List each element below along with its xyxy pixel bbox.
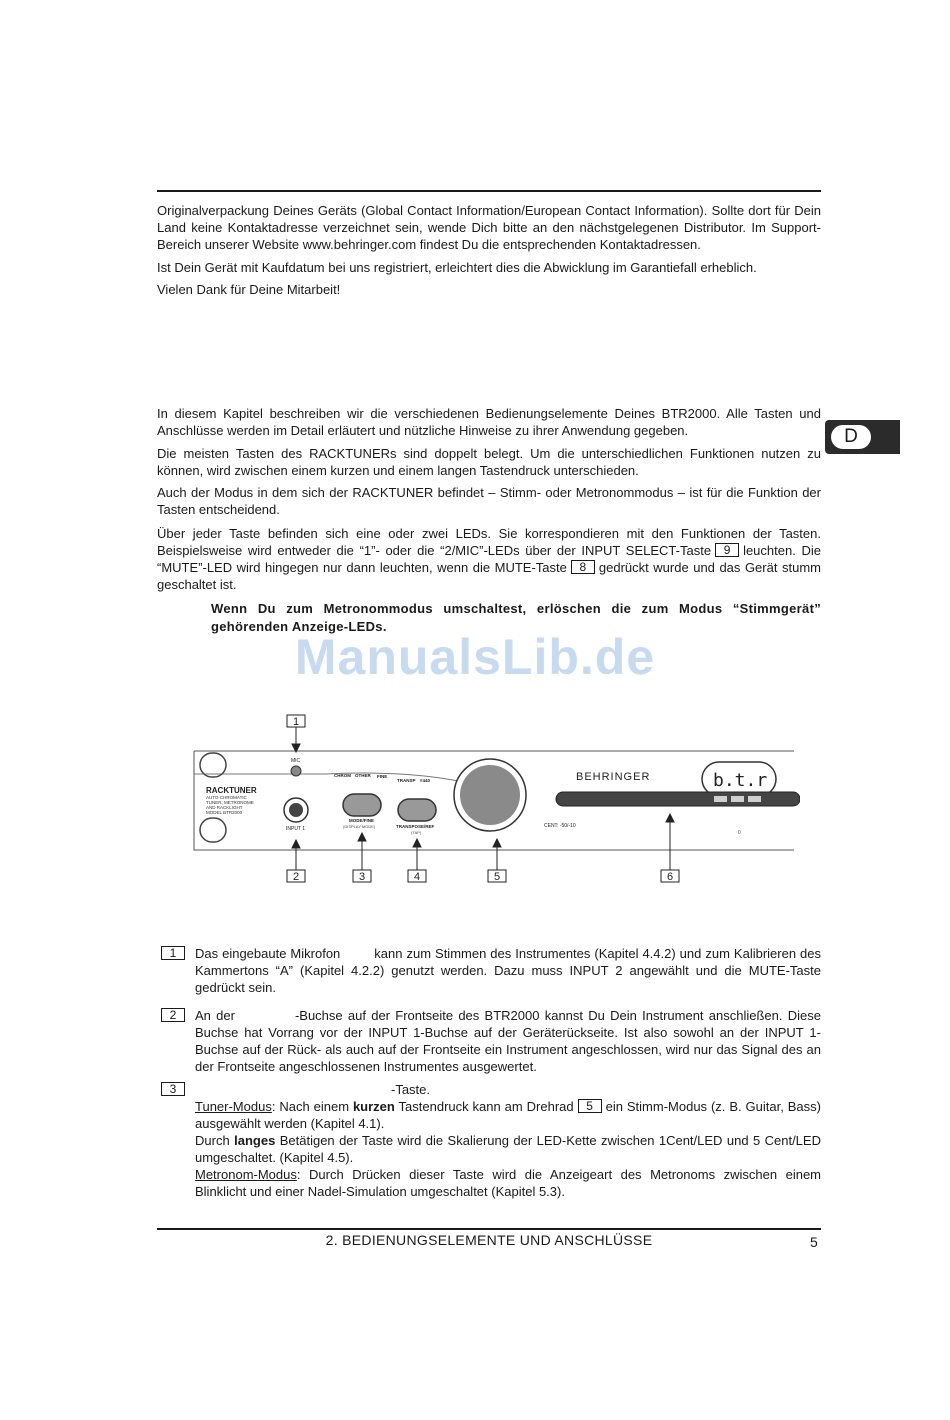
mode-sub-label: (DISPLAY MODE) <box>343 824 376 829</box>
intro-paragraph-1: Originalverpackung Deines Geräts (Global Contact Information/European Contact Information). Sollte dort für Dein Land keine Kontaktadresse verzeichnet sein, wende Dich bitte an den nächstgelegenen Distributor. Im Support-Bereich unserer Website www.behringer.com findest Du die entsprechenden Kontaktadressen. <box>157 203 821 252</box>
long-bold: langes <box>234 1133 276 1148</box>
mode-top-label-other: OTHER <box>355 773 371 778</box>
intro-paragraph-2: Ist Dein Gerät mit Kaufdatum bei uns registriert, erleichtert dies die Abwicklung im Garantiefall erheblich. <box>157 260 757 275</box>
brand-block-line-2: AUTO-CHROMATIC <box>206 795 247 800</box>
item-1-text <box>195 945 821 996</box>
mode-top-label-chrom: CHROM <box>334 773 351 778</box>
footer-title: 2. BEDIENUNGSELEMENTE UND ANSCHLÜSSE <box>325 1232 653 1248</box>
chapter-paragraph-2: Die meisten Tasten des RACKTUNERs sind doppelt belegt. Um die unterschiedlichen Funktionen nutzen zu können, wird zwischen einem kurzen und einem langen Tastendruck unterschieden. <box>157 446 821 478</box>
cent-label: CENT: -50/-10 <box>544 823 576 829</box>
language-tab-label: D <box>831 425 871 449</box>
intro-paragraph-3: Vielen Dank für Deine Mitarbeit! <box>157 282 341 297</box>
input-label: INPUT 1 <box>286 826 306 832</box>
item-1-text-a: Das eingebaute Mikrofon <box>195 946 341 961</box>
led-chain <box>556 792 800 806</box>
tuner-mode-label: Tuner-Modus <box>195 1099 272 1114</box>
item-3-number: 3 <box>161 1082 185 1096</box>
mode-top-label-fine: FINE <box>377 774 388 779</box>
long-text-a: Durch <box>195 1133 230 1148</box>
item-3-long-press <box>195 1132 821 1166</box>
p4-text-b: leuchten. Die “MUTE”-LED wird hingegen nur dann leuchten, wenn die MUTE-Taste <box>157 543 821 575</box>
led-segment-lit-1 <box>714 796 727 802</box>
front-panel-diagram <box>190 710 800 890</box>
brand-block-line-1: RACKTUNER <box>206 786 257 795</box>
metronome-mode-label: Metronom-Modus <box>195 1167 297 1182</box>
tuner-text-a: : Nach einem <box>271 1099 350 1114</box>
item-2-text-b: -Buchse auf der Frontseite des BTR2000 kannst Du Dein Instrument anschließen. Diese Buchse hat Vorrang vor der INPUT 1-Buchse auf der Geräterückseite. Ist also sowohl an der INPUT 1-Buchse auf der Rück- als auch auf der Frontseite ein Instrument angeschlossen, wird nur das Signal des an der Frontseite angeschlossenen Instrumentes ausgewertet. <box>195 1008 821 1074</box>
led-segments <box>714 796 761 802</box>
display-readout: b.t.r <box>713 770 768 791</box>
tuner-text-b: Tastendruck kann am Drehrad <box>398 1099 574 1114</box>
item-1-text-b: kann zum Stimmen des Instrumentes (Kapitel 4.4.2) und zum Kalibrieren des Kammertons “A” (Kapitel 4.2.2) genutzt werden. Dazu muss INPUT 2 angewählt und die MUTE-Taste gedrückt sein. <box>195 946 822 995</box>
chapter-paragraph-3: Auch der Modus in dem sich der RACKTUNER befindet – Stimm- oder Metronommodus – ist für die Funktion der Tasten entscheidend. <box>157 485 821 517</box>
item-2-text <box>195 1007 821 1075</box>
chapter-paragraph-1: In diesem Kapitel beschreiben wir die verschiedenen Bedienungselemente Deines BTR2000. Alle Tasten und Anschlüsse werden im Detail erläutert und nützliche Hinweise zu ihrer Anwendung gegeben. <box>157 406 821 438</box>
top-rule <box>157 190 821 192</box>
brand-block-line-5: MODEL BTR2000 <box>206 810 243 815</box>
transp-top-label: TRANSP <box>397 778 416 783</box>
metronome-text: : Durch Drücken dieser Taste wird die Anzeigeart des Metronoms zwischen einem Blinklicht und einer Nadel-Simulation umgeschaltet (Kapitel 5.3). <box>195 1167 821 1199</box>
jog-wheel-inner <box>460 765 520 825</box>
item-2-number: 2 <box>161 1008 185 1022</box>
tuner-text-c: ein Stimm-Modus (z. B. Guitar, Bass) ausgewählt werden (Kapitel 4.1). <box>195 1099 821 1131</box>
led-segment-lit-2 <box>731 796 744 802</box>
brand-block-line-3: TUNER, METRONOME <box>206 800 254 805</box>
bottom-rule <box>157 1228 821 1230</box>
led-segment-lit-3 <box>748 796 761 802</box>
item-3-heading: -Taste. <box>391 1082 431 1097</box>
long-text-b: Betätigen der Taste wird die Skalierung der LED-Kette zwischen 1Cent/LED und 5 Cent/LED umgeschaltet. (Kapitel 4.5). <box>195 1133 821 1165</box>
item-3-tuner <box>195 1098 821 1132</box>
rack-hole-bottom <box>200 818 226 842</box>
p4-text-a: Über jeder Taste befinden sich eine oder zwei LEDs. Sie korrespondieren mit den Funktionen der Tasten. Beispielsweise wird entweder die “1”- oder die “2/MIC”-LEDs über der INPUT SELECT-Taste <box>157 526 821 558</box>
brand-block-line-4: AND RACKLIGHT <box>206 805 243 810</box>
mode-fine-button <box>343 794 381 816</box>
transpose-button <box>398 799 436 821</box>
chapter-paragraph-4 <box>157 525 821 593</box>
item-1-number: 1 <box>161 946 185 960</box>
callout-1-label: 1 <box>293 716 300 728</box>
language-tab <box>825 420 900 454</box>
callout-4-label: 4 <box>414 871 421 883</box>
ref-box-5: 5 <box>578 1099 602 1113</box>
callout-6-label: 6 <box>667 871 674 883</box>
input-jack-core <box>289 803 303 817</box>
brand-logo: BEHRINGER <box>576 771 651 783</box>
transp-sub-label: (TAP) <box>411 830 422 835</box>
callout-2-label: 2 <box>293 871 300 883</box>
mode-label: MODE/FINE <box>349 818 375 823</box>
page-number: 5 <box>810 1234 818 1250</box>
callout-3-label: 3 <box>359 871 366 883</box>
callout-5-label: 5 <box>494 871 501 883</box>
rack-hole-top <box>200 753 226 777</box>
transp-top-label-ref: #440 <box>420 778 431 783</box>
item-2-text-a: An der <box>195 1008 235 1023</box>
note-bold: Wenn Du zum Metronommodus umschaltest, erlöschen die zum Modus “Stimmgerät” gehörenden Anzeige-LEDs. <box>211 601 821 634</box>
watermark: ManualsLib.de <box>294 629 656 685</box>
tuner-bold: kurzen <box>352 1099 395 1114</box>
mic-label: MIC <box>291 758 301 764</box>
ref-box-9: 9 <box>715 543 739 557</box>
mic-hole <box>291 766 301 776</box>
item-3-metronome <box>195 1166 821 1200</box>
transp-label: TRANSPOSE/REF <box>396 824 435 829</box>
ref-box-8: 8 <box>571 560 595 574</box>
zero-label: 0 <box>738 830 741 836</box>
p4-text-c: gedrückt wurde und das Gerät stumm geschaltet ist. <box>157 560 821 592</box>
